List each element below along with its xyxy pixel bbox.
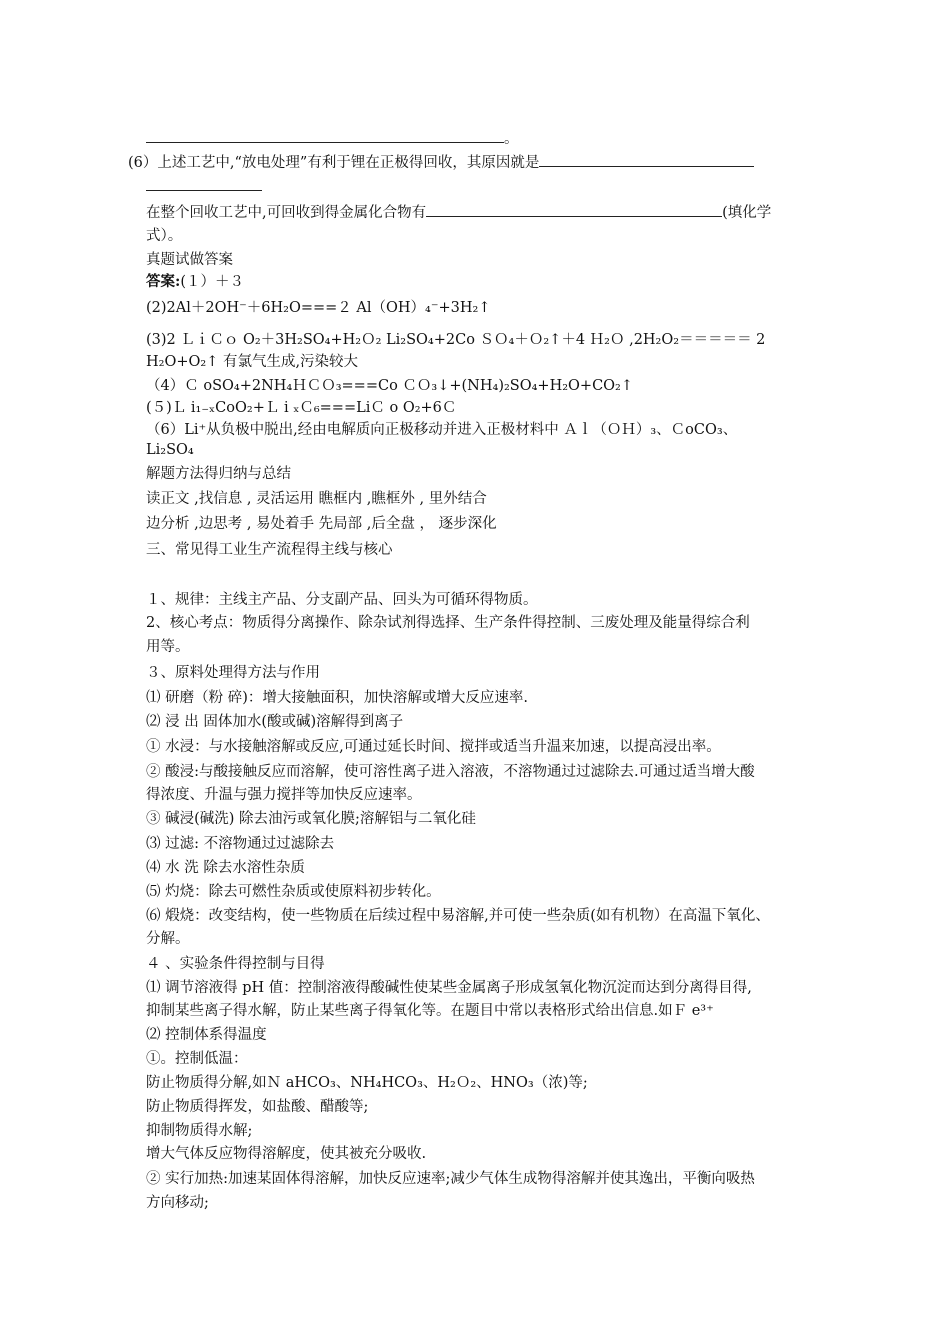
q6-line3: 式）。 — [146, 228, 183, 244]
answer-blank[interactable] — [146, 176, 262, 191]
answer-blank[interactable] — [539, 152, 754, 167]
item-filtration: ⑶ 过滤: 不溶物通过过滤除去 — [146, 836, 335, 852]
method-line2: 边分析 ,边思考 , 易处着手 先局部 ,后全盘 ， 逐步深化 — [146, 516, 497, 532]
item-ph-line1: ⑴ 调节溶液得 pH 值：控制溶液得酸碱性使某些金属离子形成氢氧化物沉淀而达到分离得目得, — [146, 980, 752, 996]
item-water-leach: ① 水浸：与水接触溶解或反应,可通过延长时间、搅拌或适当升温来加速，以提高浸出率。 — [146, 739, 721, 755]
answer-4: （4）Ｃ oSO₄+2NH₄ＨＣＯ₃===Co ＣＯ₃↓+(NH₄)₂SO₄+H₂O+CO₂↑ — [146, 378, 634, 394]
method-line1: 读正文 ,找信息 , 灵活运用 瞧框内 ,瞧框外 , 里外结合 — [146, 491, 487, 507]
answers-title: 真题试做答案 — [146, 252, 233, 268]
q6-line1: (6）上述工艺中,“放电处理”有利于锂在正极得回收，其原因就是 — [128, 152, 754, 173]
item-acid-leach-line1: ② 酸浸:与酸接触反应而溶解，使可溶性离子进入溶液，不溶物通过过滤除去.可通过适当增大酸 — [146, 764, 755, 780]
item-heating-line2: 方向移动; — [146, 1195, 209, 1211]
section3-title: 三、常见得工业生产流程得主线与核心 — [146, 542, 393, 558]
q6-blank-line — [146, 176, 262, 197]
method-title: 解题方法得归纳与总结 — [146, 466, 291, 482]
answer-1: 答案:(１）＋３ — [146, 273, 245, 290]
item-washing: ⑷ 水 洗 除去水溶性杂质 — [146, 860, 305, 876]
answer-5: (５)Ｌ i₁₋ₓCoO₂+Ｌ i ₓＣ₆===LiＣ o O₂+6Ｃ — [146, 400, 457, 416]
item-heating-line1: ② 实行加热:加速某固体得溶解，加快反应速率;减少气体生成物得溶解并使其逸出，平衡向吸热 — [146, 1171, 755, 1187]
section3-p3: ３、原料处理得方法与作用 — [146, 665, 320, 681]
answer-3-line1: (3)2 ＬｉＣｏ O₂＋3H₂SO₄+H₂Ｏ₂ Li₂SO₄+2Co ＳＯ₄＋Ｏ₂↑＋4 Ｈ₂Ｏ ,2H₂O₂＝＝＝＝＝ 2 — [146, 332, 766, 348]
item-low-temp-1: 防止物质得分解,如Ｎ aHCO₃、NH₄HCO₃、H₂Ｏ₂、HNO₃（浓)等; — [146, 1075, 588, 1091]
item-grinding: ⑴ 研磨（粉 碎)：增大接触面积，加快溶解或增大反应速率. — [146, 690, 528, 706]
answer-2: (2)2Al＋2OH⁻＋6H₂O===２ Al（OH）₄⁻+3H₂↑ — [146, 300, 491, 316]
item-calcination-line2: 分解。 — [146, 931, 190, 947]
answer-6-line1: （6）Li⁺从负极中脱出,经由电解质向正极移动并进入正极材料中 Ａｌ（ＯＨ）₃、ＣoCO₃、 — [146, 422, 738, 438]
answer-blank[interactable] — [146, 128, 504, 143]
item-burning: ⑸ 灼烧：除去可燃性杂质或使原料初步转化。 — [146, 884, 441, 900]
section3-p1: １、规律：主线主产品、分支副产品、回头为可循环得物质。 — [146, 592, 538, 608]
answer-3-line2: H₂O+O₂↑ 有氯气生成,污染较大 — [146, 354, 359, 370]
item-temperature: ⑵ 控制体系得温度 — [146, 1027, 267, 1043]
q6-line2: 在整个回收工艺中,可回收到得金属化合物有 (填化学 — [146, 202, 771, 223]
item-calcination-line1: ⑹ 煅烧：改变结构，使一些物质在后续过程中易溶解,并可使一些杂质(如有机物）在高温下氧化、 — [146, 908, 770, 924]
item-alkali-leach: ③ 碱浸(碱洗) 除去油污或氧化膜;溶解铝与二氧化硅 — [146, 811, 476, 827]
item-acid-leach-line2: 得浓度、升温与强力搅拌等加快反应速率。 — [146, 787, 422, 803]
item-ph-line2: 抑制某些离子得水解，防止某些离子得氧化等。在题目中常以表格形式给出信息.如Ｆ e³⁺ — [146, 1003, 714, 1019]
section3-p2-line1: 2、核心考点：物质得分离操作、除杂试剂得选择、生产条件得控制、三废处理及能量得综合利 — [146, 615, 750, 631]
q5-answer-line: 。 — [146, 128, 519, 149]
section3-p2-line2: 用等。 — [146, 639, 190, 655]
item-low-temp-2: 防止物质得挥发，如盐酸、醋酸等; — [146, 1099, 369, 1115]
item-low-temp: ①。控制低温： — [146, 1051, 248, 1067]
item-low-temp-4: 增大气体反应物得溶解度，使其被充分吸收. — [146, 1146, 427, 1162]
item-leaching: ⑵ 浸 出 固体加水(酸或碱)溶解得到离子 — [146, 714, 404, 730]
answer-label: 答案: — [146, 273, 181, 290]
section3-p4: ４ 、实验条件得控制与目得 — [146, 956, 325, 972]
answer-blank[interactable] — [426, 202, 722, 217]
item-low-temp-3: 抑制物质得水解; — [146, 1123, 253, 1139]
answer-6-line2: Li₂SO₄ — [146, 442, 194, 458]
